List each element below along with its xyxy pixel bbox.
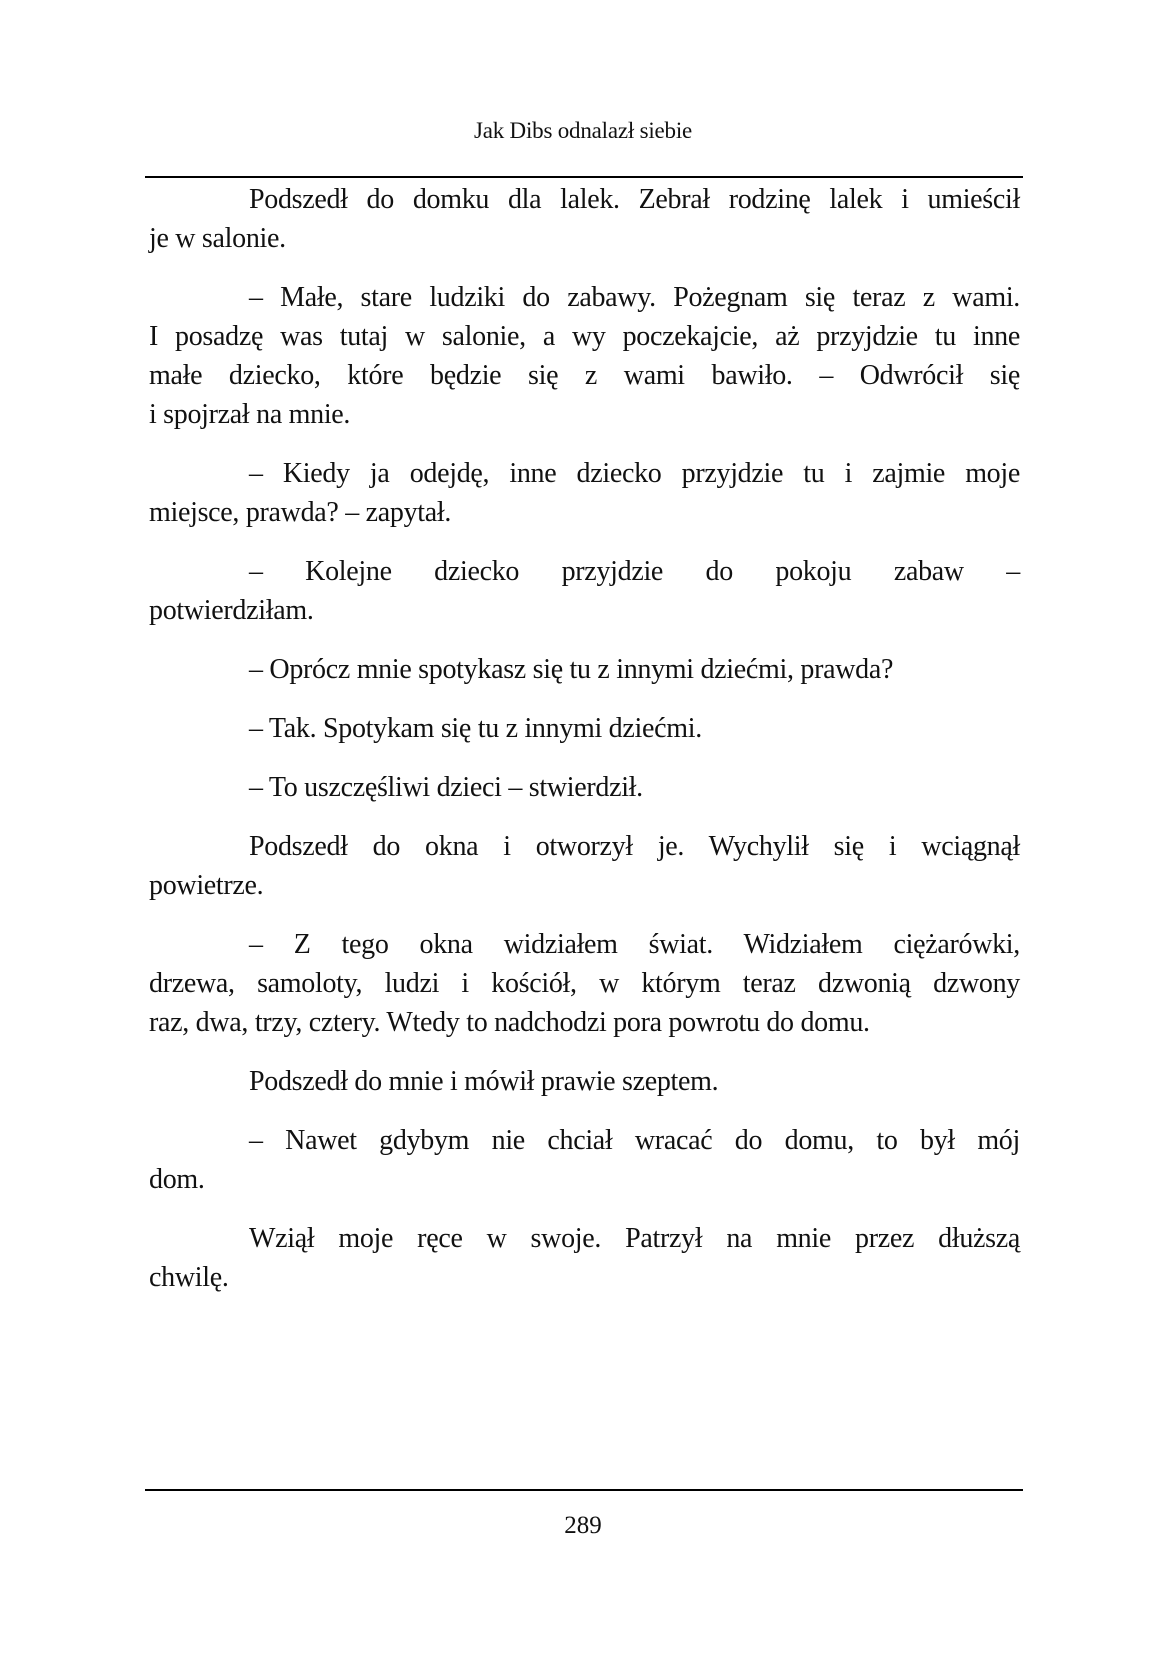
text-line: – Tak. Spotykam się tu z innymi dziećmi.: [249, 713, 702, 744]
page-number: 289: [564, 1512, 602, 1539]
text-line: Podszedł do okna i otworzył je. Wychylił się i wciągnął: [249, 831, 1020, 862]
paragraph: [149, 768, 1020, 807]
paragraph: [149, 1062, 1020, 1101]
text-line: i spojrzał na mnie.: [149, 399, 351, 430]
paragraph: [149, 709, 1020, 748]
body-text: [149, 180, 1020, 1317]
text-line: I posadzę was tutaj w salonie, a wy poczekajcie, aż przyjdzie tu inne: [149, 321, 1020, 352]
text-line: Wziął moje ręce w swoje. Patrzył na mnie przez dłuższą: [249, 1223, 1020, 1254]
paragraph: [149, 552, 1020, 630]
paragraph: [149, 1219, 1020, 1297]
paragraph: [149, 278, 1020, 434]
text-line: raz, dwa, trzy, cztery. Wtedy to nadchodzi pora powrotu do domu.: [149, 1007, 870, 1038]
text-line: Podszedł do mnie i mówił prawie szeptem.: [249, 1066, 719, 1097]
paragraph: [149, 925, 1020, 1042]
text-line: Podszedł do domku dla lalek. Zebrał rodzinę lalek i umieścił: [249, 184, 1020, 215]
text-line: małe dziecko, które będzie się z wami bawiło. – Odwrócił się: [149, 360, 1020, 391]
running-head: Jak Dibs odnalazł siebie: [473, 118, 693, 143]
footer-rule: [145, 1489, 1023, 1491]
text-line: potwierdziłam.: [149, 595, 314, 626]
text-line: – To uszczęśliwi dzieci – stwierdził.: [249, 772, 643, 803]
text-line: dom.: [149, 1164, 205, 1195]
text-line: – Małe, stare ludziki do zabawy. Pożegnam się teraz z wami.: [249, 282, 1020, 313]
text-line: – Z tego okna widziałem świat. Widziałem ciężarówki,: [249, 929, 1020, 960]
text-line: – Oprócz mnie spotykasz się tu z innymi dziećmi, prawda?: [249, 654, 894, 685]
text-line: je w salonie.: [149, 223, 286, 254]
text-line: – Kiedy ja odejdę, inne dziecko przyjdzie tu i zajmie moje: [249, 458, 1020, 489]
paragraph: [149, 1121, 1020, 1199]
text-line: – Nawet gdybym nie chciał wracać do domu, to był mój: [249, 1125, 1020, 1156]
header-rule: [145, 176, 1023, 178]
text-line: powietrze.: [149, 870, 264, 901]
text-line: – Kolejne dziecko przyjdzie do pokoju zabaw –: [249, 556, 1020, 587]
paragraph: [149, 650, 1020, 689]
text-line: miejsce, prawda? – zapytał.: [149, 497, 452, 528]
paragraph: [149, 827, 1020, 905]
text-line: drzewa, samoloty, ludzi i kościół, w którym teraz dzwonią dzwony: [149, 968, 1020, 999]
text-line: chwilę.: [149, 1262, 229, 1293]
paragraph: [149, 180, 1020, 258]
paragraph: [149, 454, 1020, 532]
